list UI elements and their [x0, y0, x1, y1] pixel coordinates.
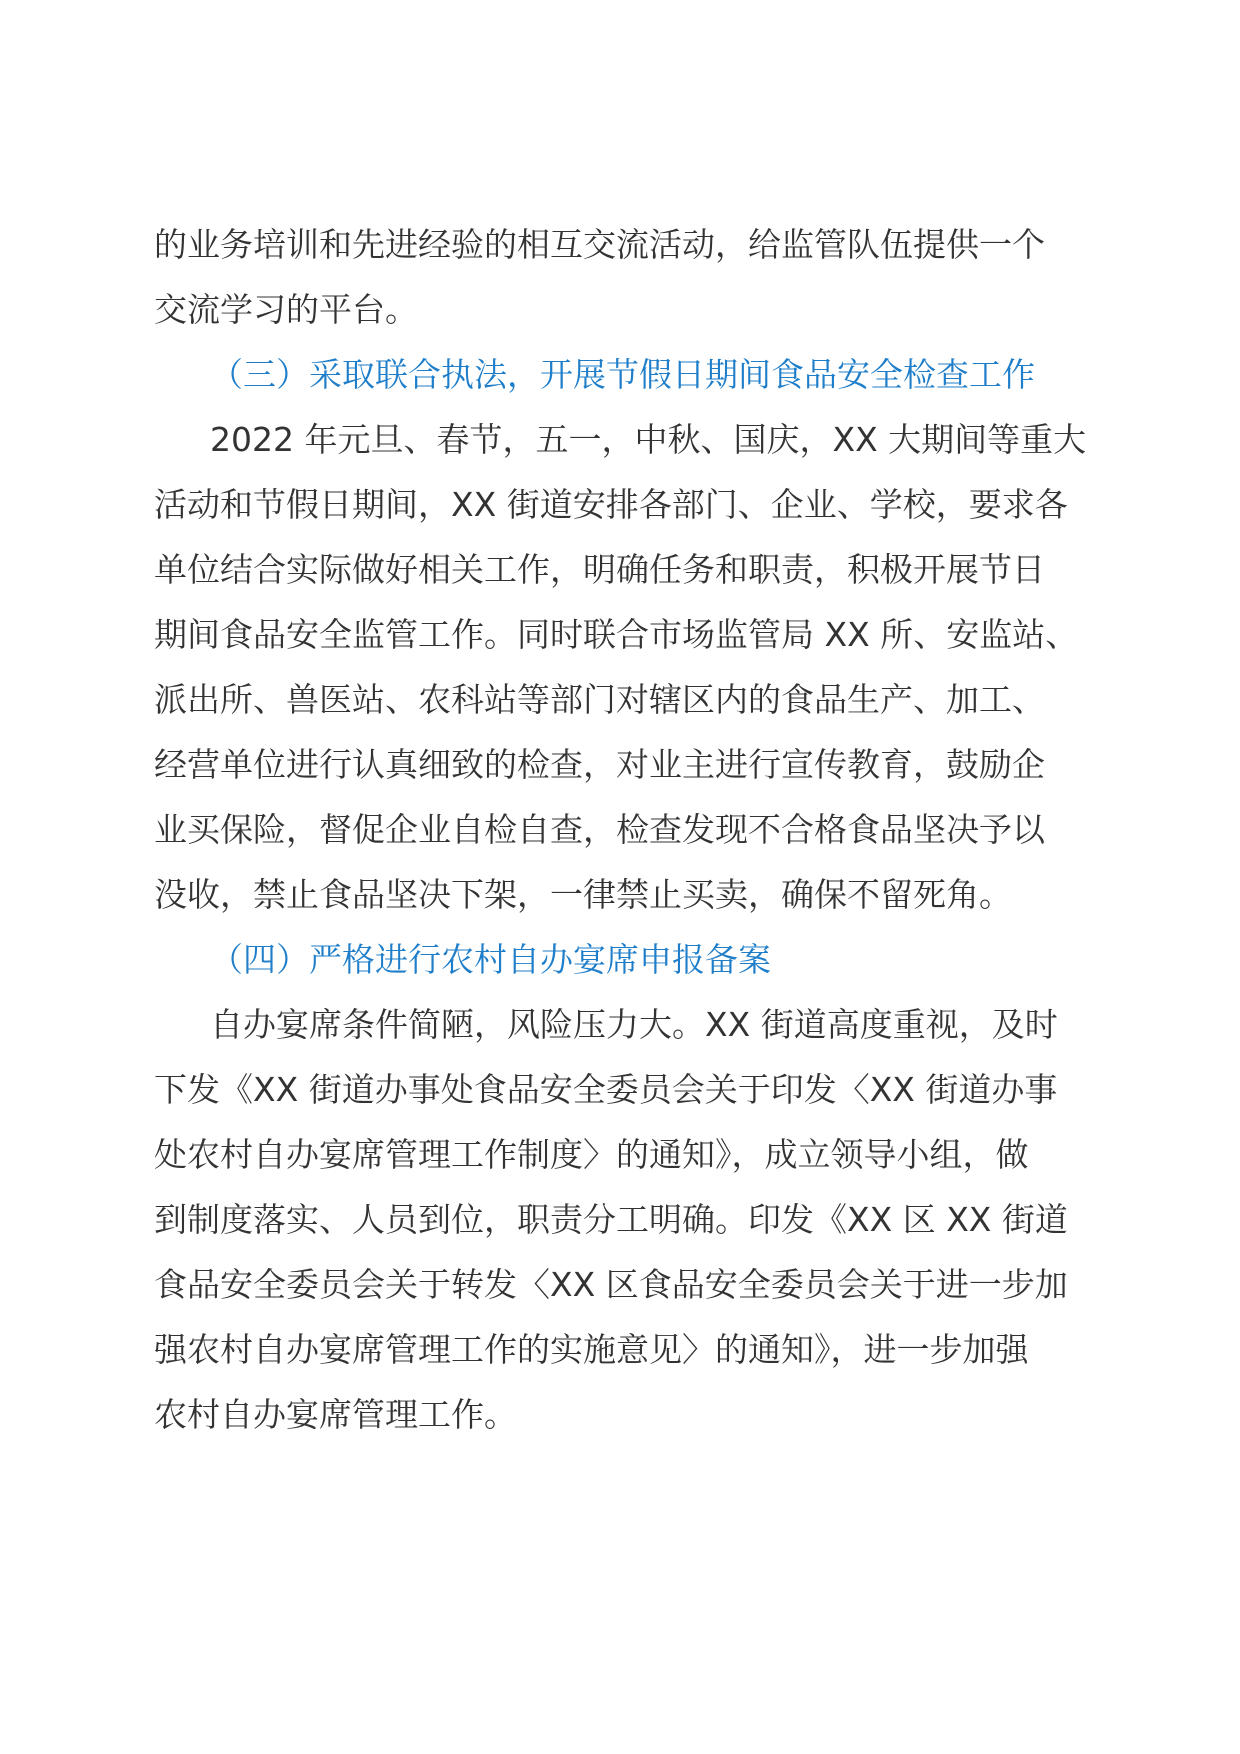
paragraph-line: 经营单位进行认真细致的检查，对业主进行宣传教育，鼓励企 [154, 745, 1045, 784]
paragraph-line: 自办宴席条件简陋，风险压力大。XX 街道高度重视，及时 [210, 1005, 1058, 1044]
paragraph-line: 农村自办宴席管理工作。 [154, 1395, 517, 1434]
paragraph-line: 活动和节假日期间，XX 街道安排各部门、企业、学校，要求各 [154, 485, 1068, 524]
paragraph-line: 食品安全委员会关于转发〈XX 区食品安全委员会关于进一步加 [154, 1265, 1068, 1304]
paragraph-line: 2022 年元旦、春节，五一，中秋、国庆，XX 大期间等重大 [210, 420, 1087, 459]
paragraph-line: 交流学习的平台。 [154, 290, 418, 329]
document-body [154, 212, 1090, 1447]
paragraph-line: 派出所、兽医站、农科站等部门对辖区内的食品生产、加工、 [154, 680, 1045, 719]
paragraph-line: 到制度落实、人员到位，职责分工明确。印发《XX 区 XX 街道 [154, 1200, 1068, 1239]
paragraph-line: 强农村自办宴席管理工作的实施意见〉的通知》，进一步加强 [154, 1330, 1029, 1369]
paragraph-line: 的业务培训和先进经验的相互交流活动，给监管队伍提供一个 [154, 225, 1045, 264]
paragraph-line: 业买保险，督促企业自检自查，检查发现不合格食品坚决予以 [154, 810, 1045, 849]
paragraph-line: 单位结合实际做好相关工作，明确任务和职责，积极开展节日 [154, 550, 1045, 589]
section-heading-4: （四）严格进行农村自办宴席申报备案 [210, 940, 771, 979]
paragraph-line: 处农村自办宴席管理工作制度〉的通知》，成立领导小组，做 [154, 1135, 1029, 1174]
section-heading-3: （三）采取联合执法，开展节假日期间食品安全检查工作 [210, 355, 1035, 394]
paragraph-line: 期间食品安全监管工作。同时联合市场监管局 XX 所、安监站、 [154, 615, 1079, 654]
paragraph-line: 下发《XX 街道办事处食品安全委员会关于印发〈XX 街道办事 [154, 1070, 1058, 1109]
paragraph-line: 没收，禁止食品坚决下架，一律禁止买卖，确保不留死角。 [154, 875, 1012, 914]
